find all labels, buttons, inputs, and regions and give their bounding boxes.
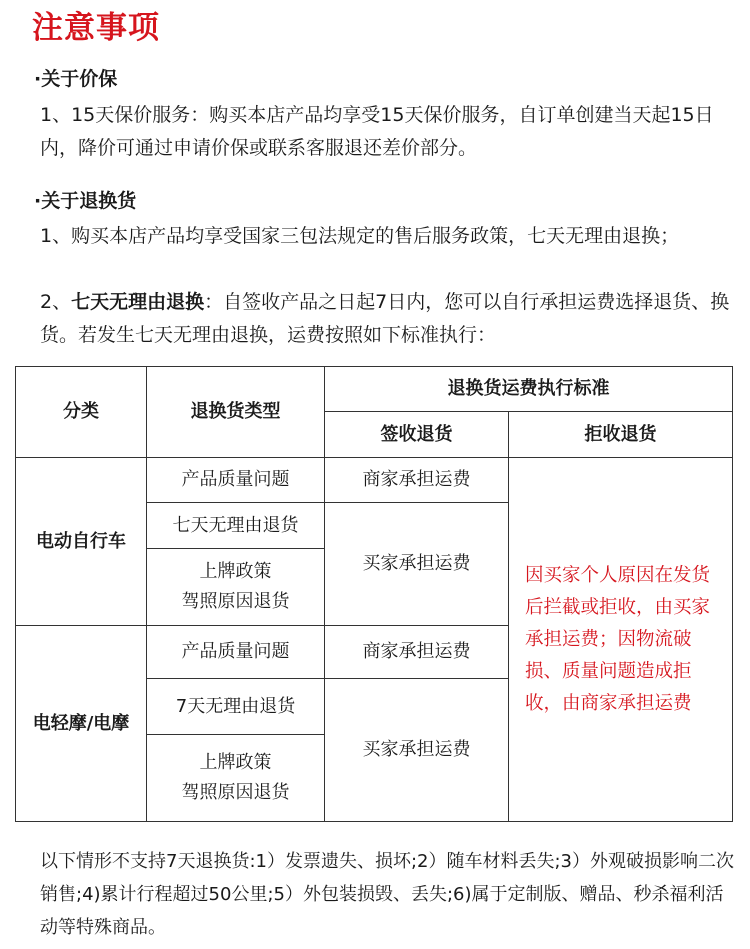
header-category: 分类 xyxy=(16,367,147,458)
return-type-cell: 七天无理由退货 xyxy=(147,503,325,549)
header-return-type: 退换货类型 xyxy=(147,367,325,458)
returns-item-2 xyxy=(40,286,730,352)
return-type-cell xyxy=(147,549,325,626)
return-type-cell: 7天无理由退货 xyxy=(147,679,325,735)
price-protection-text: 1、15天保价服务：购买本店产品均享受15天保价服务，自订单创建当天起15日内，降价可通过申请价保或联系客服退还差价部分。 xyxy=(40,104,714,159)
signed-shipping-cell: 买家承担运费 xyxy=(325,503,509,626)
category-cell: 电动自行车 xyxy=(16,458,147,626)
return-type-cell xyxy=(147,735,325,822)
category-cell: 电轻摩/电摩 xyxy=(16,626,147,822)
signed-shipping-cell: 买家承担运费 xyxy=(325,679,509,822)
header-shipping-standard: 退换货运费执行标准 xyxy=(325,367,733,412)
return-type-line: 上牌政策 xyxy=(199,561,272,582)
return-type-line: 驾照原因退货 xyxy=(181,782,290,803)
price-protection-heading: ·关于价保 xyxy=(34,68,118,90)
exclusions-note: 以下情形不支持7天退换货:1）发票遗失、损坏;2）随车材料丢失;3）外观破损影响二次销售;4)累计行程超过50公里;5）外包装损毁、丢失;6)属于定制版、赠品、秒杀福利活动等特殊商品。 xyxy=(40,851,734,938)
return-type-line: 驾照原因退货 xyxy=(181,591,290,612)
return-type-line: 上牌政策 xyxy=(199,752,272,773)
table-row xyxy=(16,458,733,503)
returns-item-2-prefix: 2、 xyxy=(40,291,72,313)
return-type-cell: 产品质量问题 xyxy=(147,626,325,679)
returns-heading: ·关于退换货 xyxy=(34,190,137,212)
header-refused-return: 拒收退货 xyxy=(509,412,733,458)
return-shipping-table xyxy=(15,366,733,822)
refused-shipping-note: 因买家个人原因在发货后拦截或拒收，由买家承担运费；因物流破损、质量问题造成拒收，由商家承担运费 xyxy=(509,458,733,822)
returns-item-1: 1、购买本店产品均享受国家三包法规定的售后服务政策，七天无理由退换； xyxy=(40,225,680,247)
header-signed-return: 签收退货 xyxy=(325,412,509,458)
signed-shipping-cell: 商家承担运费 xyxy=(325,458,509,503)
return-type-cell: 产品质量问题 xyxy=(147,458,325,503)
signed-shipping-cell: 商家承担运费 xyxy=(325,626,509,679)
returns-item-2-emphasis: 七天无理由退换 xyxy=(71,291,205,313)
page-title: 注意事项 xyxy=(32,10,160,46)
returns-item-2-text: ：自签收产品之日起7日内，您可以自行承担运费选择退货、换货。若发生七天无理由退换，运费按照如下标准执行： xyxy=(40,291,730,346)
